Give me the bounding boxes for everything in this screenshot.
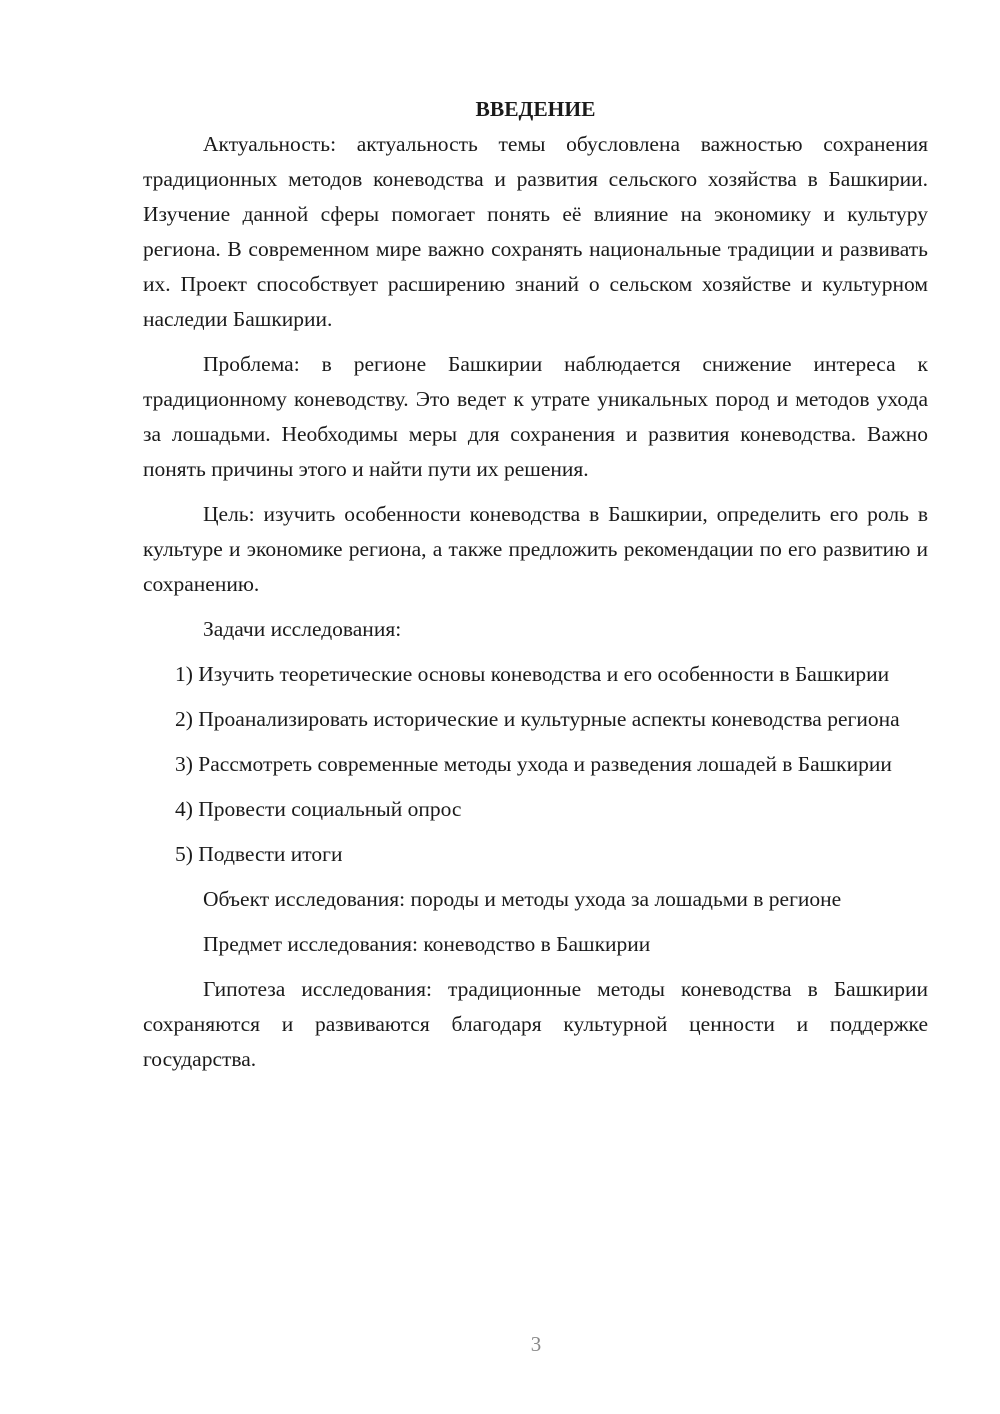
task-item-1: 1) Изучить теоретические основы коневодства и его особенности в Башкирии	[175, 662, 890, 686]
subject-paragraph: Предмет исследования: коневодство в Башкирии	[203, 932, 651, 956]
task-item-2: 2) Проанализировать исторические и культурные аспекты коневодства региона	[175, 707, 900, 731]
page-number: 3	[530, 1332, 542, 1356]
task-item-4: 4) Провести социальный опрос	[175, 797, 462, 821]
task-item-3: 3) Рассмотреть современные методы ухода и разведения лошадей в Башкирии	[175, 752, 892, 776]
goal-paragraph: Цель: изучить особенности коневодства в Башкирии, определить его роль в культуре и экономике региона, а также предложить рекомендации по его развитию и сохранению.	[143, 502, 928, 596]
problem-paragraph: Проблема: в регионе Башкирии наблюдается снижение интереса к традиционному коневодству. Это ведет к утрате уникальных пород и методов ухода за лошадьми. Необходимы меры для сохранения и развития коневодства. Важно понять причины этого и найти пути их решения.	[143, 352, 928, 481]
document-page	[143, 92, 928, 1087]
relevance-paragraph: Актуальность: актуальность темы обусловлена важностью сохранения традиционных методов коневодства и развития сельского хозяйства в Башкирии. Изучение данной сферы помогает понять её влияние на экономику и культуру региона. В современном мире важно сохранять национальные традиции и развивать их. Проект способствует расширению знаний о сельском хозяйстве и культурном наследии Башкирии.	[143, 132, 928, 331]
object-paragraph: Объект исследования: породы и методы ухода за лошадьми в регионе	[203, 887, 842, 911]
tasks-heading: Задачи исследования:	[203, 617, 402, 641]
task-item-5: 5) Подвести итоги	[175, 842, 343, 866]
page-title: ВВЕДЕНИЕ	[475, 97, 596, 121]
hypothesis-paragraph: Гипотеза исследования: традиционные методы коневодства в Башкирии сохраняются и развиваются благодаря культурной ценности и поддержке государства.	[143, 977, 928, 1071]
